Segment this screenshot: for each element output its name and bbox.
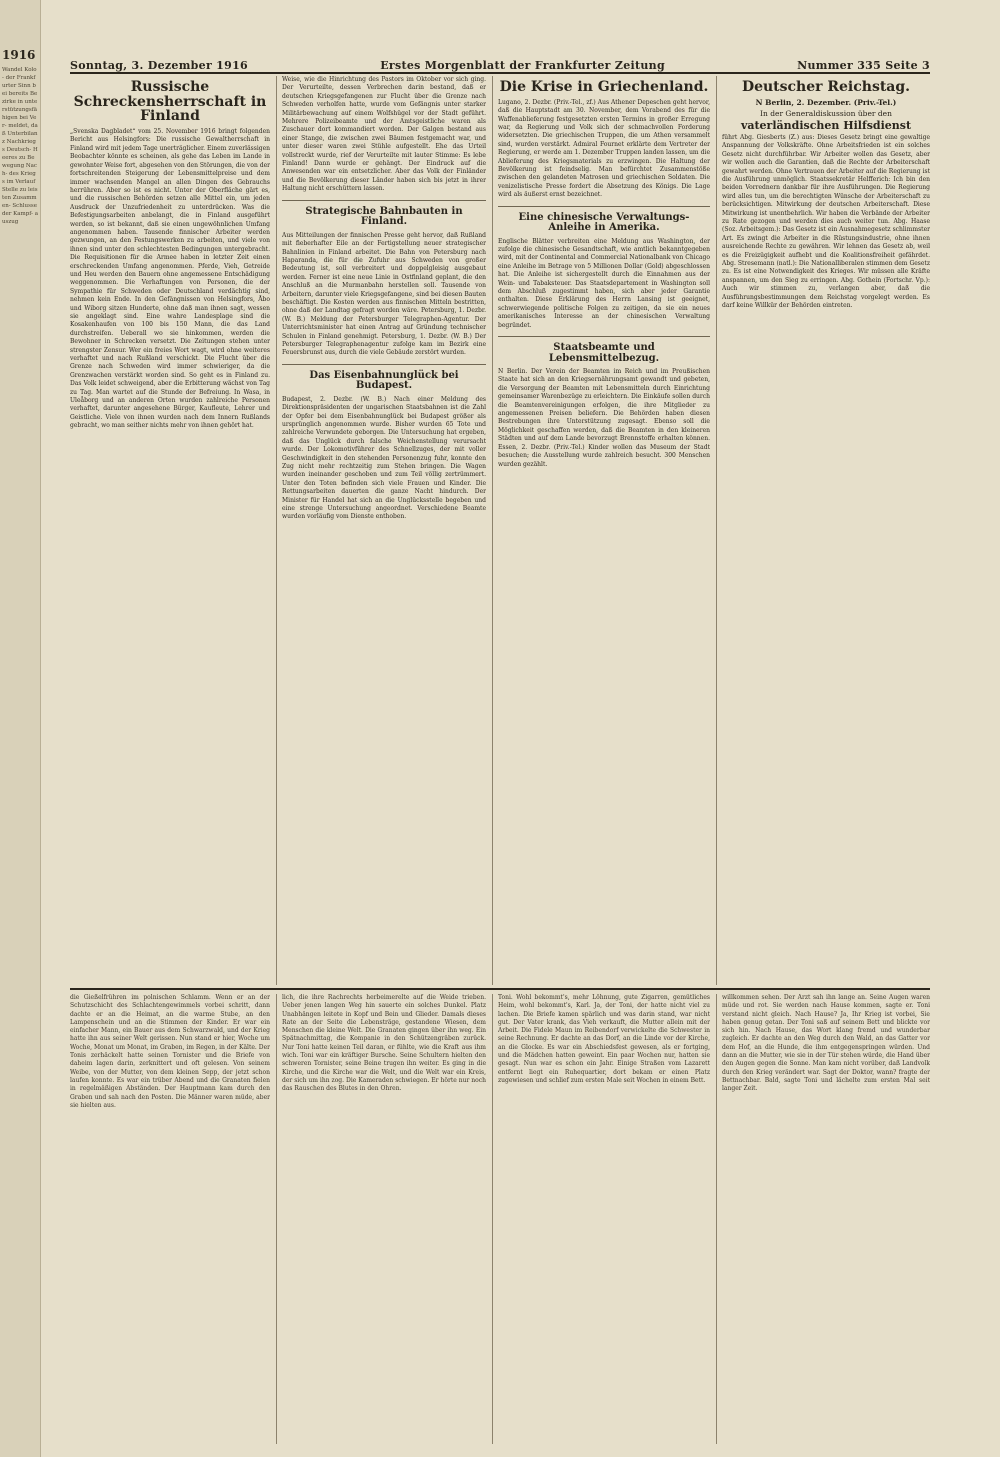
article-rail: Aus Mitteilungen der finnischen Presse geht hervor, daß Rußland mit fieberhafter Eile an der Fertigstellung neuer strategischer Bahnlinien in Finland arbeitet. Die Bahn von Petersburg nach Haparanda, die für die Zufuhr aus Schweden von großer Bedeutung ist, soll verbreitert und doppelgleisig ausgebaut werden. Ferner ist eine neue Linie in Ostfinland geplant, die den Anschluß an die Murmanbahn herstellen soll. Tausende von Arbeitern, darunter viele Kriegsgefangene, sind bei diesen Bauten beschäftigt. Die Kosten werden aus finnischen Mitteln bestritten, ohne daß der Landtag gefragt worden wäre. Petersburg, 1. Dezbr. (W. B.) Meldung der Petersburger Telegraphen-Agentur. Der Unterrichtsminister hat einen Antrag auf Gründung technischer Schulen in Finland genehmigt. Petersburg, 1. Dezbr. (W. B.) Der Petersburger Telegraphenagentur zufolge kam im Bezirk eine Feuersbrunst aus, durch die viele Gebäude zerstört wurden.: [282, 231, 486, 357]
headline-reichstag: Deutscher Reichstag.: [741, 79, 911, 95]
article-reichstag: führt Abg. Giesberts (Z.) aus: Dieses Gesetz bringt eine gewaltige Anspannung der Volkskräfte. Ohne Arbeitsfrieden ist ein solches Gesetz nicht durchführbar. Wir Arbeiter wollen das Gesetz, aber wir wollen auch die Garantien, daß die Rechte der Arbeiterschaft gewahrt werden. Ohne Vertrauen der Arbeiter auf die Regierung ist die Ausführung unmöglich. Staatssekretär Helfferich: Ich bin den beiden Vorrednern dankbar für ihre Ausführungen. Die Regierung wird alles tun, um die berechtigten Wünsche der Arbeiterschaft zu berücksichtigen. Mitwirkung der deutschen Arbeiterschaft. Diese Mitwirkung ist unentbehrlich. Wir haben die Verbände der Arbeiter zu Rate gezogen und werden dies auch weiter tun. Abg. Haase (Soz. Arbeitsgem.): Das Gesetz ist ein Ausnahmegesetz schlimmster Art. Es zwingt die Arbeiter in die Rüstungsindustrie, ohne ihnen ausreichende Rechte zu gewähren. Wir lehnen das Gesetz ab, weil es die Freizügigkeit aufhebt und die Koalitionsfreiheit gefährdet. Abg. Stresemann (natl.): Die Nationalliberalen stimmen dem Gesetz zu. Es ist eine Notwendigkeit des Krieges. Wir müssen alle Kräfte anspannen, um den Sieg zu erringen. Abg. Gothein (Fortschr. Vp.): Auch wir stimmen zu, verlangen aber, daß die Ausführungsbestimmungen dem Reichstag vorgelegt werden. Es darf keine Willkür der Behörden eintreten.: [722, 133, 930, 310]
subhead-reichstag: In der Generaldiskussion über den: [760, 109, 892, 119]
dateline-reichstag: N Berlin, 2. Dezember. (Priv.-Tel.): [755, 97, 897, 107]
headline-china: Eine chinesische Verwaltungs-Anleihe in Amerika.: [518, 211, 690, 234]
article-finland-continued: Weise, wie die Hinrichtung des Pastors im Oktober vor sich ging. Der Verurteilte, dessen Verbrechen darin bestand, daß er deutschen Kriegsgefangenen zur Flucht über die Grenze nach Schweden verholfen hatte, wurde vom Gefängnis unter starker Militärbewachung auf einem Wolfshügel vor der Stadt geführt. Mehrere Polizeibeamte und der Amtsgeistliche waren als Zuschauer dort kommandiert worden. Der Galgen bestand aus einer Stange, die zwischen zwei Bäumen festgemacht war, und unter dieser waren zwei Stühle aufgestellt. Ehe das Urteil vollstreckt wurde, rief der Verurteilte mit lauter Stimme: Es lebe Finland! Dann wurde er gehängt. Der Eindruck auf die Anwesenden war ein entsetzlicher. Aber das Volk der Finländer und die Bevölkerung dieser Länder haben sich bis jetzt in ihrer Haltung nicht erschüttern lassen.: [282, 76, 486, 193]
article-greece: Lugano, 2. Dezbr. (Priv.-Tel., zf.) Aus Athener Depeschen geht hervor, daß die Hauptstadt am 30. November, dem Vorabend des für die Waffenablieferung festgesetzten ersten Termins in großer Erregung war, da Regierung und Volk sich der schmachvollen Forderung widersetzten. Die griechischen Truppen, die um Athen versammelt sind, wurden verstärkt. Admiral Fournet erklärte dem Vertreter der Regierung, er werde am 1. Dezember Truppen landen lassen, um die Ablieferung des Kriegsmaterials zu erzwingen. Die Haltung der Bevölkerung ist feindselig. Man befürchtet Zusammenstöße zwischen den gelandeten Matrosen und griechischen Soldaten. Die venizelistische Presse fordert die Absetzung des Königs. Die Lage wird als äußerst ernst bezeichnet.: [498, 98, 710, 199]
article-lebens: N Berlin. Der Verein der Beamten im Reich und im Preußischen Staate hat sich an den Kriegsernährungsamt gewandt und gebeten, die Versorgung der Beamten mit Lebensmitteln durch Einrichtung gemeinsamer Warenbezüge zu erleichtern. Die Einkäufe sollen durch die Beamtenvereinigungen erfolgen, die ihre Mitglieder zu angemessenen Preisen beliefern. Die Behörden haben diesen Bestrebungen ihre Unterstützung zugesagt. Ebenso soll die Möglichkeit geschaffen werden, daß die Beamten in den kleineren Städten und auf dem Lande bevorzugt Brennstoffe erhalten können. Essen, 2. Dezbr. (Priv.-Tel.) Kinder wollen das Museum der Stadt besuchen; die Ausstellung wurde zahlreich besucht. 300 Menschen wurden gezählt.: [498, 368, 710, 468]
feuilleton-divider: [70, 988, 930, 990]
feuilleton-col-3: Toni. Wohl bekommt's, mehr Löhnung, gute Zigarren, gemütliches Heim, wohl bekommt's, Karl. Ja, der Toni, der hatte nicht viel zu lachen. Die Briefe kamen spärlich und was darin stand, war nicht gut. Der Vater krank, das Vieh verkauft, die Mutter allein mit der Arbeit. Die Fidele Maun im Reibendorf verwickelte die Schwester in seine Rechnung. Er dachte an das Dorf, an die Linde vor der Kirche, an die Glocke. Es war ein Abschiedsfest gewesen, als er fortging, und die Mädchen hatten geweint. Ein paar Wochen nur, hatten sie gesagt. Nun war es schon ein Jahr. Einige Straßen vom Lazarett entfernt liegt ein Ruhequartier, dort bekam er einen Platz zugewiesen und schlief zum ersten Male seit Wochen in einem Bett.: [498, 994, 710, 1084]
subhead-hilfsdienst: vaterländischen Hilfsdienst: [740, 118, 912, 132]
column-rule: [276, 994, 277, 1444]
headline-lebens: Staatsbeamte und Lebensmittelbezug.: [548, 342, 660, 364]
article-finland: „Svenska Dagbladet“ vom 25. November 1916 bringt folgenden Bericht aus Helsingfors: Die russische Gewaltherrschaft in Finland wird mit jedem Tage unerträglicher. Einem zuverlässigen Beobachter könnte es scheinen, als gehe das Leben im Lande in gewohnter Weise fort, abgesehen von den Störungen, die von der fortschreitenden Steigerung der Lebensmittelpreise und dem immer wachsenden Mangel an allen Dingen des Gebrauchs herrühren. Aber so ist es nicht. Unter der Oberfläche gärt es, und die russischen Behörden setzen alle Mittel ein, um jeden Ausdruck der Unzufriedenheit zu unterdrücken. Was die Befestigungsarbeiten anbelangt, die in Finland ausgeführt werden, so ist bekannt, daß sie einen ungewöhnlichen Umfang angenommen haben. Tausende finnischer Arbeiter werden gezwungen, an den Festungswerken zu arbeiten, und viele von ihnen sind unter den schlechtesten Bedingungen untergebracht. Die Requisitionen für die Armee haben in letzter Zeit einen erschreckenden Umfang angenommen. Pferde, Vieh, Getreide und Heu werden den Bauern ohne angemessene Entschädigung weggenommen. Die Verhaftungen von Personen, die der Sympathie für Schweden oder Deutschland verdächtig sind, nehmen kein Ende. In den Gefängnissen von Helsingfors, Åbo und Wiborg sitzen Hunderte, ohne daß man ihnen sagt, wessen sie angeklagt sind. Eine wahre Landesplage sind die Kosakenhaufen von 100 bis 150 Mann, die das Land durchstreifen. Ueberall wo sie hinkommen, werden die Bewohner in Schrecken versetzt. Die Zeitungen stehen unter strengster Zensur. Wer ein freies Wort wagt, wird ohne weiteres verhaftet und nach Rußland verschickt. Die Flucht über die Grenze nach Schweden wird immer schwieriger, da die Grenzwachen verstärkt worden sind. So geht es in Finland zu. Das Volk leidet schweigend, aber die Erbitterung wächst von Tag zu Tag. Man wartet auf die Stunde der Befreiung. In Wasa, in Uleåborg und an anderen Orten wurden zahlreiche Personen verhaftet, darunter angesehene Bürger, Kaufleute, Lehrer und Geistliche. Viele von ihnen wurden nach dem Innern Rußlands gebracht, wo man seither nichts mehr von ihnen gehört hat.: [70, 128, 270, 430]
column-rule: [492, 76, 493, 985]
separator: [282, 364, 486, 365]
separator: [498, 336, 710, 337]
column-rule: [276, 76, 277, 985]
headline-bahn: Das Eisenbahnunglück bei Budapest.: [309, 369, 459, 392]
article-china: Englische Blätter verbreiten eine Meldung aus Washington, der zufolge die chinesische Gesandtschaft, wie amtlich bekanntgegeben wird, mit der Continental and Commercial Nationalbank von Chicago eine Anleihe im Betrage von 5 Millionen Dollar (Gold) abgeschlossen hat. Die Anleihe ist sichergestellt durch die Einnahmen aus der Wein- und Tabaksteuer. Das Staatsdepartement in Washington soll dem Abschluß zugestimmt haben, sich aber jeder Garantie enthalten. Diese Erklärung des Herrn Lansing ist geeignet, schwerwiegende politische Folgen zu zeitigen, da sie ein neues amerikanisches Interesse an der chinesischen Verwaltung begründet.: [498, 237, 710, 329]
column-3: [498, 76, 710, 985]
article-bahn: Budapest, 2. Dezbr. (W. B.) Nach einer Meldung des Direktionspräsidenten der ungarischen Staatsbahnen ist die Zahl der Opfer bei dem Eisenbahnunglück bei Budapest größer als ursprünglich angenommen wurde. Bisher wurden 65 Tote und zahlreiche Verwundete geborgen. Die Untersuchung hat ergeben, daß das Unglück durch falsche Weichenstellung verursacht wurde. Der Lokomotivführer des Schnellzuges, der mit voller Geschwindigkeit in den stehenden Personenzug fuhr, konnte den Zug nicht mehr rechtzeitig zum Stehen bringen. Die Wagen wurden ineinander geschoben und zum Teil völlig zertrümmert. Unter den Toten befinden sich viele Frauen und Kinder. Die Rettungsarbeiten dauerten die ganze Nacht hindurch. Der Minister für Handel hat sich an die Unglücksstelle begeben und eine strenge Untersuchung angeordnet. Verschiedene Beamte wurden vorläufig vom Dienste enthoben.: [282, 395, 486, 521]
separator: [498, 206, 710, 207]
edge-text: Wandel Kolo- der Frankfurter Sinn bei bereits Bezirke in unterstützungsfähigen bei Ver- meldet, daß Unterbilanz Nachkriegs Deutsch- Heeres zu Bewegung Nach- des Kriegs im Verlauf Stelle zu leisten Zusammen- Schlusse der Kampf- auszug: [2, 67, 39, 225]
masthead-issue: Nummer 335 Seite 3: [797, 59, 930, 72]
headline-finland: Russische Schreckensherrschaft in Finland: [73, 79, 267, 125]
column-rule: [716, 994, 717, 1444]
feuilleton-col-1: die Gießelfrühren im polnischen Schlamm. Wenn er an der Schutzschicht des Schlachtengewimmels vorbei schritt, dann dachte er an die Heimat, an die warme Stube, an den Lampenschein und an die Stimmen der Kinder. Er war ein einfacher Mann, ein Bauer aus dem Schwarzwald, und der Krieg hatte ihn aus seiner Welt gerissen. Nun stand er hier, Woche um Woche, Monat um Monat, im Graben, im Regen, in der Kälte. Der Tonis zerhäckelt hatte seinen Tornister und die Briefe von daheim lagen darin, zerknittert und oft gelesen. Von seinem Weibe, von der Mutter, von dem kleinen Sepp, der jetzt schon laufen konnte. Es war ein trüber Abend und die Granaten fielen in regelmäßigen Abständen. Der Hauptmann kam durch den Graben und sah nach den Posten. Die Männer waren müde, aber sie hielten aus.: [70, 994, 270, 1109]
column-rule: [492, 994, 493, 1444]
column-4: [722, 76, 930, 985]
column-rule: [716, 76, 717, 985]
masthead: [70, 54, 930, 74]
headline-greece: Die Krise in Griechenland.: [499, 79, 709, 95]
column-1: [70, 76, 270, 985]
masthead-paper: Erstes Morgenblatt der Frankfurter Zeitung: [380, 59, 665, 72]
feuilleton-col-4: willkommen sehen. Der Arzt sah ihn lange an. Seine Augen waren müde und rot. Sie werden nach Hause kommen, sagte er. Toni verstand nicht gleich. Nach Hause? Ja, Ihr Krieg ist vorbei, Sie haben genug getan. Der Toni saß auf seinem Bett und blickte vor sich hin. Nach Hause, das Wort klang fremd und wunderbar zugleich. Er dachte an den Weg durch den Wald, an das Gatter vor dem Hof, an die Hunde, die ihm entgegenspringen würden. Und dann an die Mutter, wie sie in der Tür stehen würde, die Hand über den Augen gegen die Sonne. Man kam nicht vorüber, daß Landvolk durch den Krieg verändert war. Sagt der Doktor, wann? fragte der Bettnachbar. Bald, sagte Toni und lächelte zum ersten Mal seit langer Zeit.: [722, 994, 930, 1093]
feuilleton-col-2: lich, die ihre Rachrechts herbeimerelte auf die Weide trieben. Ueber jenen langen Weg hin sauerte ein solches Dunkel. Platz Unabhängen leitete in Kopf und Bein und Glieder. Damals dieses Rate an der Seite die Lebensträge, gestandene Wiesen, dem Menschen die kleine Welt. Die Granaten gingen über ihn weg. Ein Spätnachmittag, die Kompanie in den Schützengräben zurück. Nur Toni hatte keinen Teil daran, er fühlte, wie die Kraft aus ihm wich. Toni war ein kräftiger Bursche. Seine Schultern hielten den schweren Tornister, seine Beine trugen ihn weiter. Es ging in die Kirche, und die Kirche war die Welt, und die Welt war ein Kreis, der sich um ihn zog. Die Kameraden schwiegen. Er hörte nur noch das Rauschen des Blutes in den Ohren.: [282, 994, 486, 1093]
adjacent-page-edge: [0, 0, 41, 1457]
masthead-date: Sonntag, 3. Dezember 1916: [70, 59, 248, 72]
headline-rail: Strategische Bahnbauten in Finland.: [305, 205, 463, 228]
column-2: [282, 76, 486, 985]
separator: [282, 200, 486, 201]
edge-year: 1916: [2, 48, 36, 62]
